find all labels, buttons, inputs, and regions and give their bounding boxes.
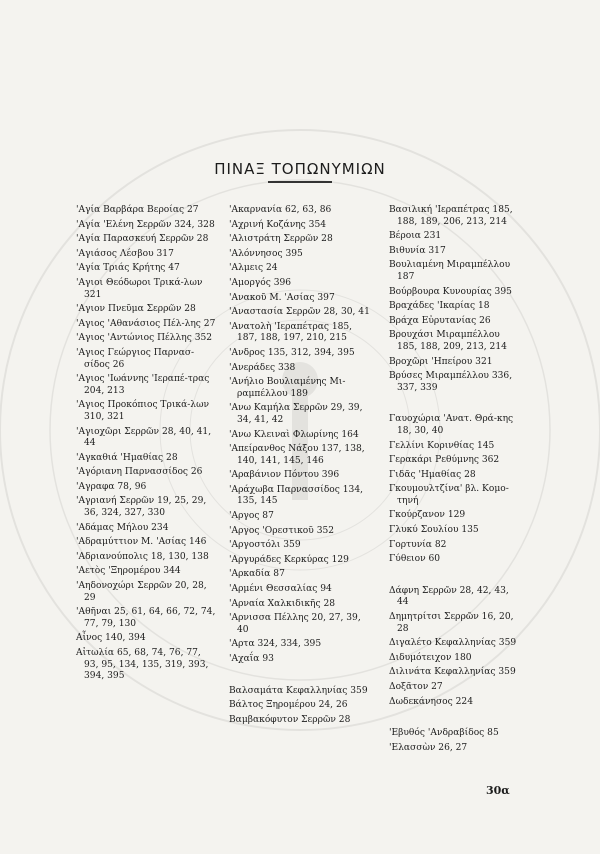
index-entry: Διδυμότειχον 180	[389, 652, 472, 663]
index-entry: Γελλίνι Κορινθίας 145	[389, 440, 495, 451]
index-entry: Διγαλέτο Κεφαλληνίας 359	[389, 638, 517, 649]
index-entry: Γερακάρι Ρεθύμνης 362	[389, 455, 500, 466]
index-entry: 'Αγραφα 78, 96	[76, 481, 147, 492]
page-title: ΠΙΝΑΞ ΤΟΠΩΝΥΜΙΩΝ	[214, 160, 386, 178]
index-entry: Βάλτος Ξηρομέρου 24, 26	[229, 700, 348, 711]
index-entry: Γκούρζανον 129	[389, 510, 466, 521]
index-entry: Γορτυνία 82	[389, 539, 447, 550]
index-entry: Βρύσες Μιραμπέλλου 336, 337, 339	[389, 371, 513, 393]
index-entry: Δάφνη Σερρῶν 28, 42, 43, 44	[389, 585, 509, 608]
index-entry: Βούρβουρα Κυνουρίας 395	[389, 286, 512, 297]
index-entry: 'Αλμεις 24	[229, 263, 278, 274]
index-entry: 'Αργος 87	[229, 511, 274, 522]
title-underline	[268, 181, 332, 183]
index-entry: 'Αργος 'Ορεστικοῦ 352	[229, 525, 335, 536]
index-entry: 'Αναστασία Σερρῶν 28, 30, 41	[229, 307, 370, 318]
index-entry: Βιθυνία 317	[389, 245, 446, 256]
index-entry: 'Αγιοι Θεόδωροι Τρικά-λων 321	[76, 277, 203, 300]
index-entry: 'Αδάμας Μήλου 234	[76, 522, 169, 533]
index-entry: Γύθειον 60	[389, 554, 441, 565]
index-entry: 'Απείρανθος Νάξου 137, 138, 140, 141, 145, 146	[229, 444, 365, 466]
index-entry: 'Αγιοχῶρι Σερρῶν 28, 40, 41, 44	[76, 426, 212, 449]
index-entry: 'Αμοργός 396	[229, 277, 292, 288]
index-entry: 'Αγιος 'Αθανάσιος Πέλ-λης 27	[76, 318, 216, 329]
index-entry: 'Αγία 'Ελένη Σερρῶν 324, 328	[76, 219, 215, 230]
index-entry: 'Αραβάνιον Πόντου 396	[229, 470, 340, 481]
index-entry: 'Αλιστράτη Σερρῶν 28	[229, 234, 333, 245]
index-entry: Αἰτωλία 65, 68, 74, 76, 77, 93, 95, 134, 135, 319, 393, 394, 395	[76, 648, 209, 682]
index-entry: 'Ανατολὴ 'Ιεραπέτρας 185, 187, 188, 197, 210, 215	[229, 321, 353, 344]
index-entry: 'Ακαρνανία 62, 63, 86	[229, 205, 332, 215]
index-entry: 'Αγία Τριάς Κρήτης 47	[76, 263, 180, 274]
index-entry: 'Αγιος Προκόπιος Τρικά-λων 310, 321	[76, 400, 210, 422]
index-entry: Δοξᾶτον 27	[389, 682, 443, 692]
index-entry: 'Ανω Κλειναὶ Φλωρίνης 164	[229, 429, 359, 440]
index-entry: 'Αετὸς 'Ξηρομέρου 344	[76, 566, 181, 577]
index-entry: 'Αγία Βαρβάρα Βεροίας 27	[76, 205, 199, 215]
index-entry: Βαμβακόφυτον Σερρῶν 28	[229, 714, 351, 725]
index-entry: 'Αδριανούπολις 18, 130, 138	[76, 551, 209, 562]
index-entry: 'Αδραμύττιον Μ. 'Ασίας 146	[76, 537, 207, 548]
index-entry: Διλινάτα Κεφαλληνίας 359	[389, 667, 516, 678]
index-entry: Αἶνος 140, 394	[76, 633, 146, 644]
index-entry: 'Αγιος 'Ιωάννης 'Ιεραπέ-τρας 204, 213	[76, 374, 210, 396]
index-entry: 'Αχαΐα 93	[229, 654, 274, 664]
index-entry: 'Αράχωβα Παρνασσίδος 134, 135, 145	[229, 484, 364, 507]
index-entry: Γαυοχώρια 'Ανατ. Θρά-κης 18, 30, 40	[389, 414, 514, 436]
index-column-1	[76, 205, 216, 686]
index-entry: 'Αχρινή Κοζάνης 354	[229, 219, 327, 230]
index-entry: Δημητρίτσι Σερρῶν 16, 20, 28	[389, 612, 514, 634]
index-entry: 'Εβυθός 'Ανδραβίδος 85	[389, 728, 499, 739]
index-entry: 'Αθῆναι 25, 61, 64, 66, 72, 74, 77, 79, 130	[76, 607, 216, 629]
index-entry: 'Αηδονοχώρι Σερρῶν 20, 28, 29	[76, 581, 207, 603]
index-entry: Βέροια 231	[389, 231, 442, 242]
section-gap	[389, 711, 517, 728]
index-column-2	[229, 205, 371, 729]
index-entry: 'Αρτα 324, 334, 395	[229, 639, 322, 650]
index-entry: 'Αγόριανη Παρνασσίδος 26	[76, 467, 203, 478]
index-entry: 'Αλόννησος 395	[229, 248, 303, 259]
section-gap	[389, 397, 517, 414]
index-entry: 'Ελασσὼν 26, 27	[389, 742, 468, 753]
page-number: 30α	[486, 784, 510, 797]
index-entry: Γκουμουλτζίνα' βλ. Κομο-τηνή	[389, 484, 509, 506]
index-entry: 'Αγριανή Σερρῶν 19, 25, 29, 36, 324, 327, 330	[76, 496, 207, 519]
index-entry: 'Αργυράδες Κερκύρας 129	[229, 554, 349, 565]
index-entry: 'Αγκαθιά 'Ημαθίας 28	[76, 452, 178, 463]
index-entry: 'Ανεράδες 338	[229, 362, 296, 373]
index-entry: 'Αγιον Πνεῦμα Σερρῶν 28	[76, 304, 196, 315]
index-entry: Βράχα Εὐρυτανίας 26	[389, 315, 491, 326]
index-entry: 'Αγία Παρασκευή Σερρῶν 28	[76, 234, 209, 245]
index-entry: 'Ανω Καμήλα Σερρῶν 29, 39, 34, 41, 42	[229, 403, 363, 425]
index-entry: Βουλιαμένη Μιραμπέλλου 187	[389, 260, 511, 282]
index-entry: Δωδεκάνησος 224	[389, 696, 473, 707]
index-entry: 'Αρμένι Θεσσαλίας 94	[229, 584, 332, 595]
index-entry: Γλυκύ Σουλίου 135	[389, 525, 479, 536]
index-entry: 'Αρνισσα Πέλλης 20, 27, 39, 40	[229, 613, 361, 635]
index-entry: 'Αρκαδία 87	[229, 569, 285, 580]
section-gap	[229, 669, 371, 686]
index-entry: Βροχῶρι 'Ηπείρου 321	[389, 356, 493, 367]
index-column-3	[389, 205, 517, 757]
index-entry: 'Αρναία Χαλκιδικῆς 28	[229, 598, 336, 609]
index-entry: Γιδᾶς 'Ημαθίας 28	[389, 469, 476, 480]
index-entry: 'Αγιος 'Αντώνιος Πέλλης 352	[76, 333, 213, 344]
index-entry: 'Αγιος Γεώργιος Παρνασ-σίδος 26	[76, 347, 195, 370]
index-entry: 'Ανήλιο Βουλιαμένης Μι-ραμπέλλου 189	[229, 377, 346, 399]
index-entry: Βασιλική 'Ιεραπέτρας 185, 188, 189, 206, 213, 214	[389, 205, 513, 227]
index-entry: 'Αργοστόλι 359	[229, 540, 301, 551]
index-entry: Βραχάδες 'Ικαρίας 18	[389, 301, 490, 312]
section-gap	[389, 569, 517, 586]
index-entry: 'Ανακοῦ Μ. 'Ασίας 397	[229, 292, 335, 303]
index-entry: 'Αγιάσος Λέσβου 317	[76, 248, 174, 259]
index-entry: 'Ανδρος 135, 312, 394, 395	[229, 347, 355, 358]
index-entry: Βαλσαμάτα Κεφαλληνίας 359	[229, 685, 368, 696]
index-entry: Βρουχάσι Μιραμπέλλου 185, 188, 209, 213, 214	[389, 330, 507, 352]
